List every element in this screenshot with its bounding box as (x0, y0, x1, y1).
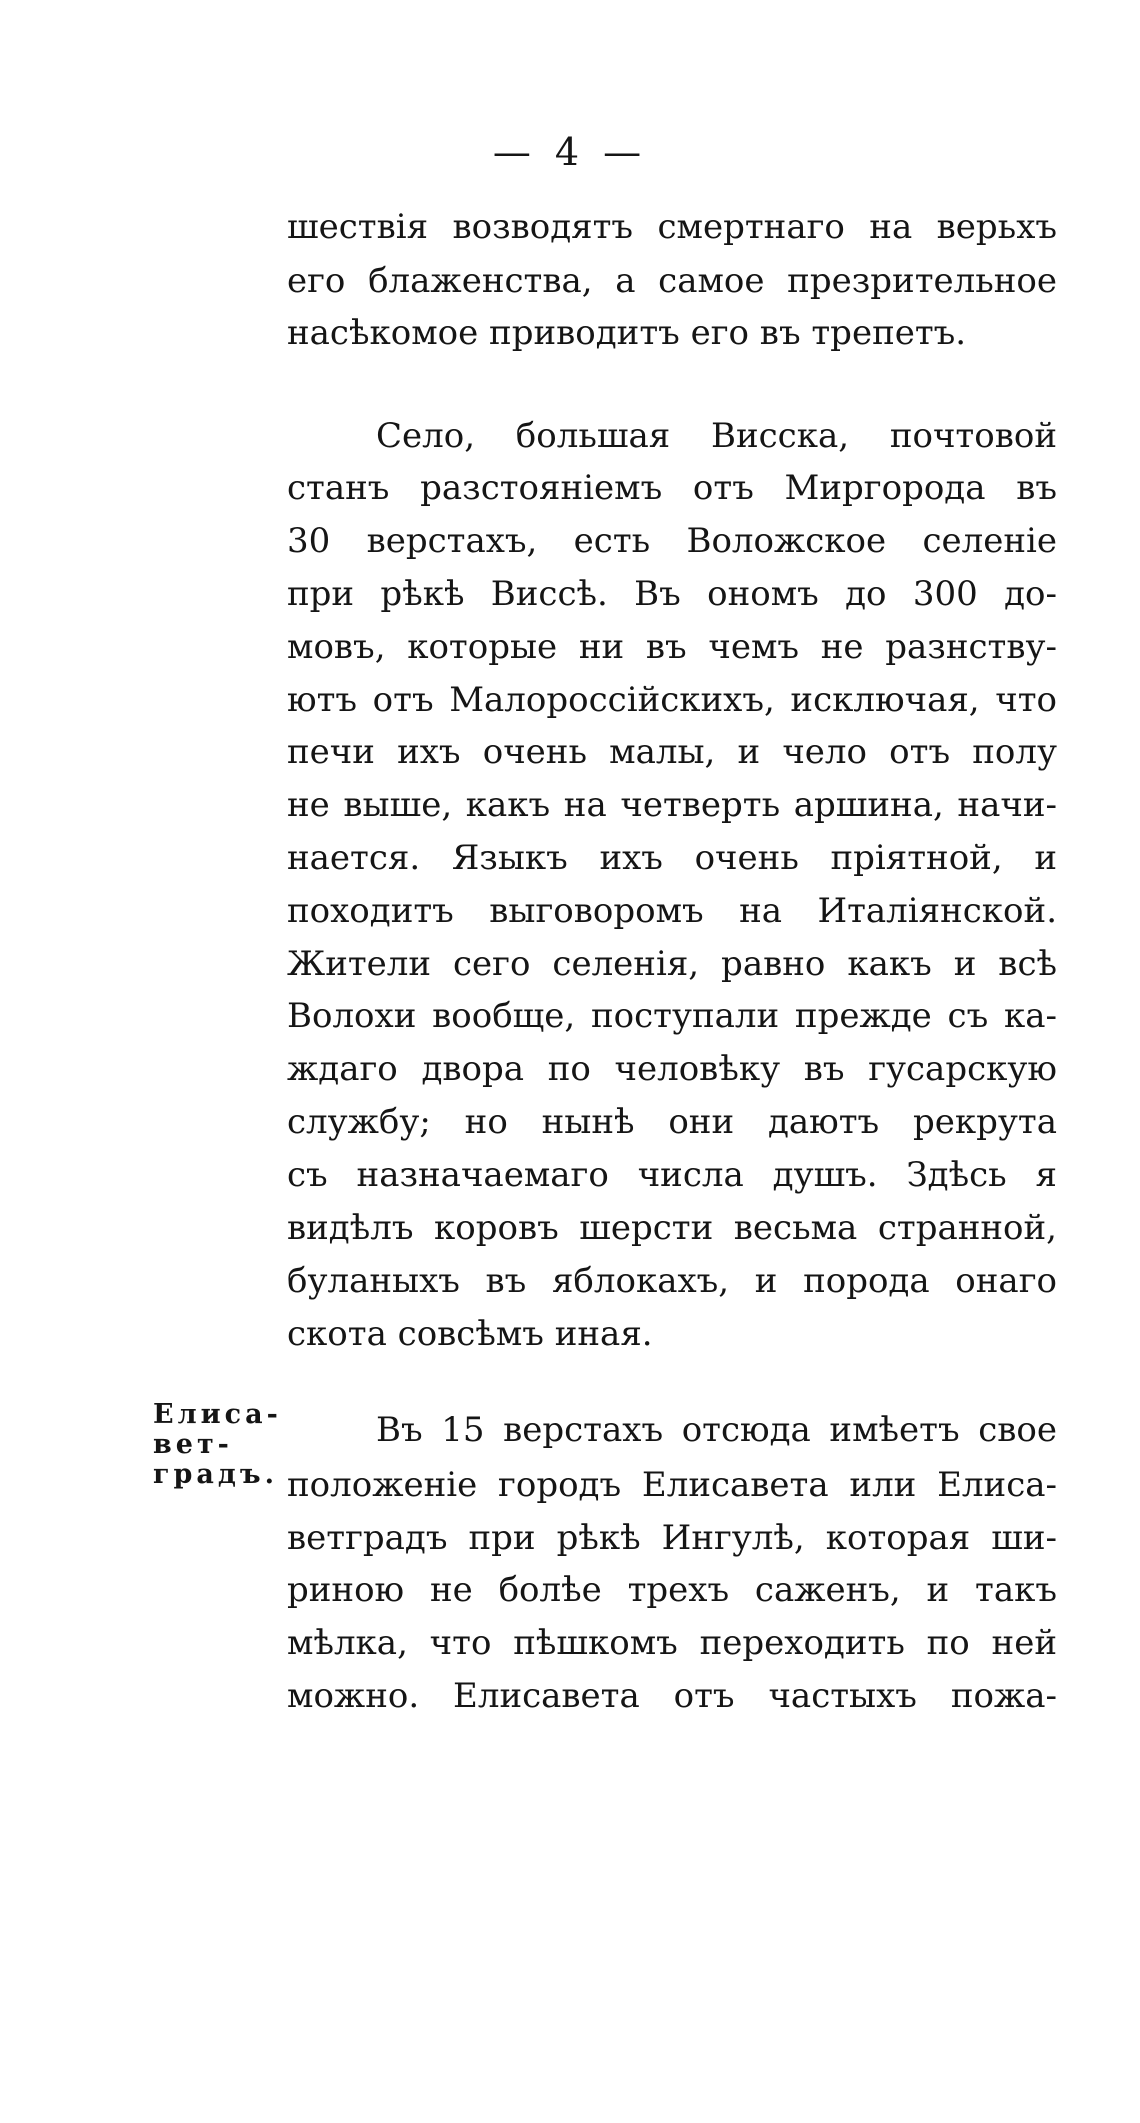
text-line: Село, большая Висска, почтовой (376, 416, 1057, 456)
text-line: шествія возводятъ смертнаго на верьхъ (287, 207, 1057, 247)
text-line: службу; но нынѣ они даютъ рекрута (287, 1102, 1057, 1142)
text-line: нается. Языкъ ихъ очень пріятной, и (287, 838, 1057, 878)
text-line: положеніе городъ Елисавета или Елиса- (287, 1465, 1057, 1505)
page-number: — 4 — (492, 130, 648, 174)
text-line: мѣлка, что пѣшкомъ переходить по ней (287, 1623, 1057, 1663)
text-line: можно. Елисавета отъ частыхъ пожа- (287, 1676, 1057, 1716)
text-line: походитъ выговоромъ на Италіянской. (287, 891, 1057, 931)
text-line: Въ 15 верстахъ отсюда имѣетъ свое (376, 1410, 1057, 1450)
text-line: станъ разстояніемъ отъ Миргорода въ (287, 468, 1057, 508)
text-line: Волохи вообще, поступали прежде съ ка- (287, 996, 1057, 1036)
text-line: не выше, какъ на четверть аршина, начи- (287, 785, 1057, 825)
text-line: при рѣкѣ Виссѣ. Въ ономъ до 300 до- (287, 574, 1057, 614)
margin-note-line: градъ. (153, 1459, 279, 1490)
text-line: съ назначаемаго числа душъ. Здѣсь я (287, 1155, 1057, 1195)
text-line: мовъ, которые ни въ чемъ не разнству- (287, 627, 1057, 667)
text-line: ветградъ при рѣкѣ Ингулѣ, которая ши- (287, 1518, 1057, 1558)
text-line: печи ихъ очень малы, и чело отъ полу (287, 732, 1057, 772)
text-line: риною не болѣе трехъ саженъ, и такъ (287, 1570, 1057, 1610)
text-line: буланыхъ въ яблокахъ, и порода онаго (287, 1261, 1057, 1301)
text-line: скота совсѣмъ иная. (287, 1314, 653, 1354)
text-line: ждаго двора по человѣку въ гусарскую (287, 1049, 1057, 1089)
margin-note-line: вет- (153, 1429, 233, 1460)
text-line: Жители сего селенія, равно какъ и всѣ (287, 944, 1057, 984)
text-line: его блаженства, а самое презрительное (287, 261, 1057, 301)
text-line: 30 верстахъ, есть Воложское селеніе (287, 521, 1057, 561)
text-line: насѣкомое приводитъ его въ трепетъ. (287, 313, 967, 353)
text-line: видѣлъ коровъ шерсти весьма странной, (287, 1208, 1057, 1248)
text-line: ютъ отъ Малороссійскихъ, исключая, что (287, 680, 1057, 720)
margin-note-line: Елиса- (153, 1399, 282, 1430)
